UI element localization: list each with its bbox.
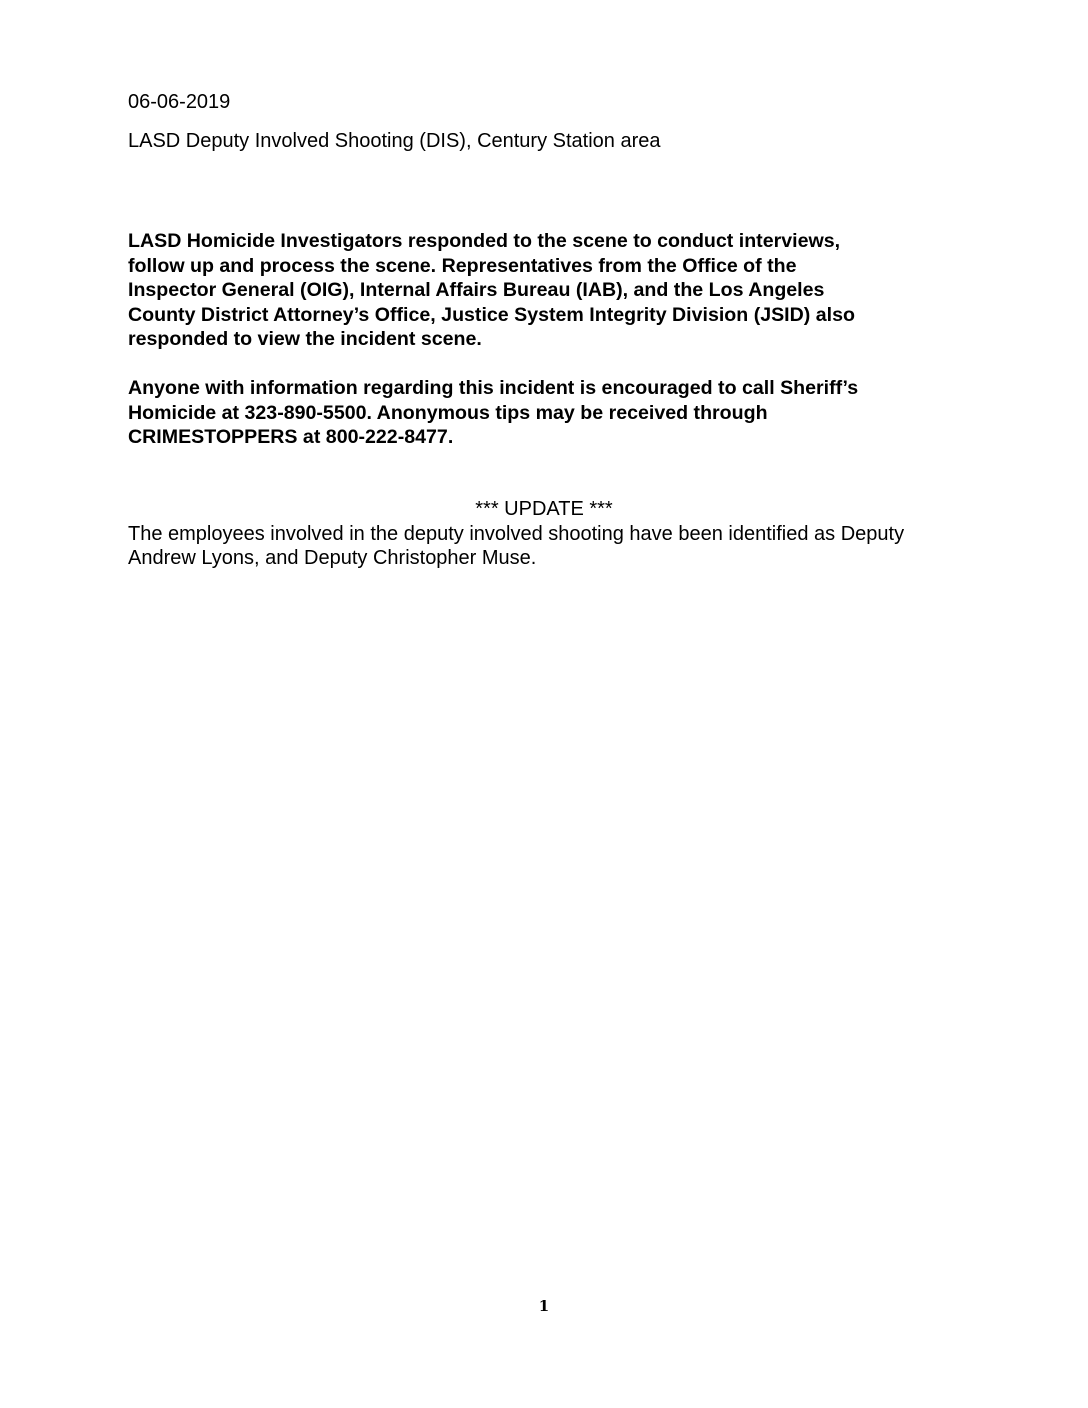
paragraph-line: LASD Homicide Investigators responded to the scene to conduct interviews,: [128, 230, 841, 252]
paragraph-line: responded to view the incident scene.: [128, 328, 482, 350]
document-subject: LASD Deputy Involved Shooting (DIS), Century Station area: [128, 130, 661, 152]
update-heading: *** UPDATE ***: [475, 498, 613, 520]
paragraph-line: follow up and process the scene. Representatives from the Office of the: [128, 254, 797, 277]
update-paragraph: [128, 522, 988, 570]
paragraph-line: Anyone with information regarding this incident is encouraged to call Sheriff’s: [128, 377, 859, 399]
paragraph-line: The employees involved in the deputy involved shooting have been identified as Deputy: [128, 523, 905, 545]
contact-paragraph: [128, 376, 968, 450]
investigation-paragraph: [128, 229, 968, 352]
paragraph-line: Andrew Lyons, and Deputy Christopher Muse.: [128, 547, 537, 569]
paragraph-line: Inspector General (OIG), Internal Affairs Bureau (IAB), and the Los Angeles: [128, 279, 825, 301]
document-date: 06-06-2019: [128, 91, 231, 113]
paragraph-line: County District Attorney’s Office, Justice System Integrity Division (JSID) also: [128, 303, 855, 326]
page-number: 1: [538, 1297, 550, 1315]
paragraph-line: CRIMESTOPPERS at 800-222-8477.: [128, 426, 454, 448]
paragraph-line: Homicide at 323-890-5500. Anonymous tips may be received through: [128, 401, 768, 424]
